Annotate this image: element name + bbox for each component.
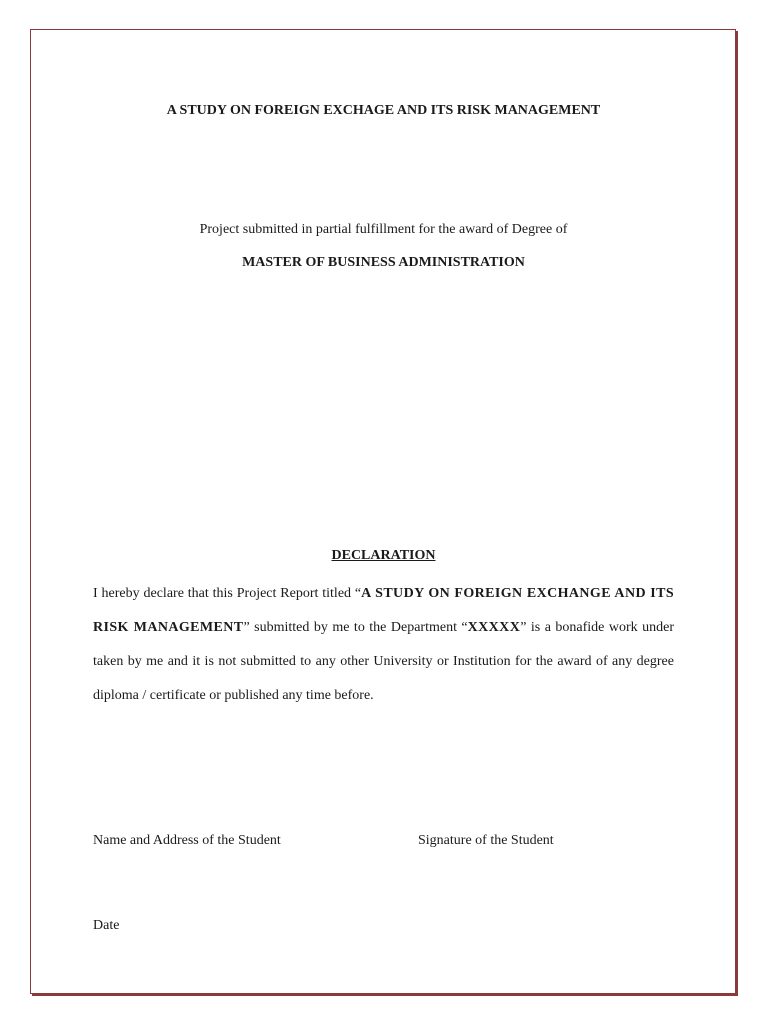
page-shadow-bottom <box>32 994 738 996</box>
submission-line: Project submitted in partial fulfillment for the award of Degree of <box>199 222 568 237</box>
signature-label: Signature of the Student <box>418 833 554 848</box>
date-label: Date <box>93 918 120 933</box>
degree-name: MASTER OF BUSINESS ADMINISTRATION <box>242 255 525 270</box>
declaration-paragraph <box>93 577 674 713</box>
declaration-department: XXXXX <box>467 620 521 635</box>
declaration-report-title: A STUDY ON FOREIGN EXCHANGE AND ITS RISK MANAGEMENT <box>93 586 675 635</box>
declaration-text-1: I hereby declare that this Project Report titled “ <box>93 586 362 601</box>
document-title: A STUDY ON FOREIGN EXCHAGE AND ITS RISK MANAGEMENT <box>166 103 601 118</box>
declaration-text-3: ” is a bonafide work under taken by me and it is not submitted to any other University or Institution for the award of any degree diploma / certificate or published any time before. <box>93 620 674 703</box>
page-border <box>30 29 736 994</box>
declaration-text-2: ” submitted by me to the Department “ <box>243 620 468 635</box>
declaration-heading: DECLARATION <box>331 548 436 563</box>
page-shadow-right <box>736 31 738 996</box>
name-address-label: Name and Address of the Student <box>93 833 281 848</box>
